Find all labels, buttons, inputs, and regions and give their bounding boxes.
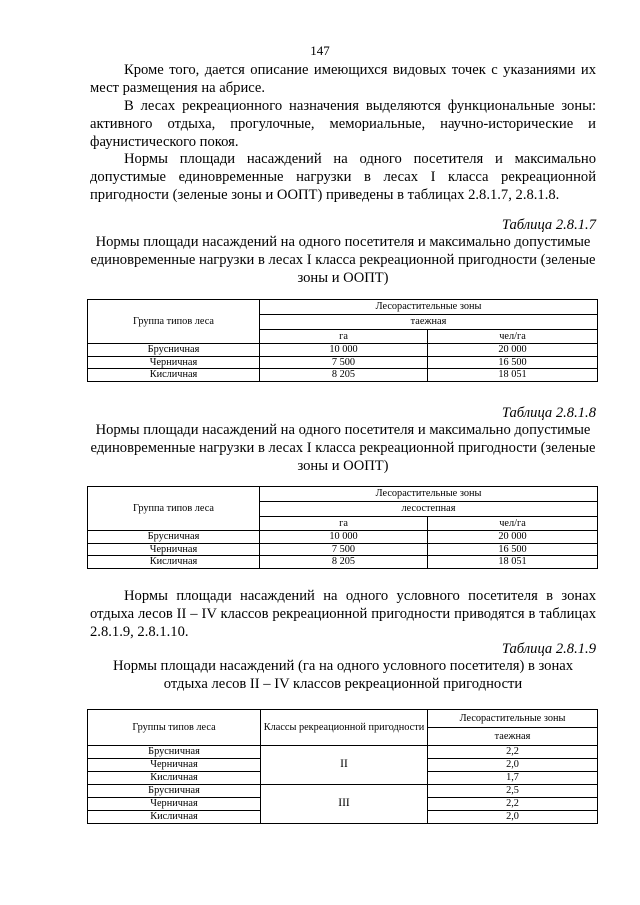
table-2819-cell-value: 2,5	[428, 785, 598, 798]
table-row	[88, 344, 598, 357]
table-2818-label: Таблица 2.8.1.8	[501, 405, 596, 421]
table-2819-cell-value: 2,2	[428, 798, 598, 811]
table-2818-cell-per-ha: 20 000	[428, 531, 598, 544]
table-2819-cell-value: 2,0	[428, 759, 598, 772]
table-2817-title: Нормы площади насаждений на одного посетителя и максимально допустимые единовременные нагрузки в лесах I класса рекреационной пригодности (зеленые зоны и ООПТ)	[90, 234, 596, 286]
table-2819	[87, 709, 598, 824]
table-2819-cell-group: Черничная	[88, 759, 261, 772]
table-2817-header-ha: га	[260, 330, 428, 344]
table-row	[88, 785, 598, 798]
table-row	[88, 746, 598, 759]
intro-paragraph-3: Нормы площади насаждений на одного посетителя и максимально допустимые единовременные нагрузки в лесах I класса рекреационной пригодности (зеленые зоны и ООПТ) приведены в таблицах 2.8.1.7, 2.8.1.8.	[90, 151, 596, 203]
table-2817-header-zone-name: таежная	[260, 315, 598, 330]
table-2819-cell-value: 2,2	[428, 746, 598, 759]
table-2817-cell-group: Черничная	[88, 356, 260, 369]
intro-paragraph-2: В лесах рекреационного назначения выделяются функциональные зоны: активного отдыха, прогулочные, мемориальные, научно-исторические и фаунистического покоя.	[90, 98, 596, 150]
table-2819-label: Таблица 2.8.1.9	[501, 641, 596, 657]
table-2818-cell-ha: 10 000	[260, 531, 428, 544]
intro-paragraph-1: Кроме того, дается описание имеющихся видовых точек с указаниями их мест размещения на абрисе.	[90, 62, 596, 96]
table-2819-cell-value: 1,7	[428, 772, 598, 785]
table-2818-cell-ha: 7 500	[260, 543, 428, 556]
table-2817-cell-group: Кисличная	[88, 369, 260, 382]
paragraph-tables-ii-iv: Нормы площади насаждений на одного условного посетителя в зонах отдыха лесов II – IV классов рекреационной пригодности приводятся в таблицах 2.8.1.9, 2.8.1.10.	[90, 588, 596, 640]
table-2817-cell-per-ha: 16 500	[428, 356, 598, 369]
table-2819-header-class: Классы рекреационной пригодности	[261, 710, 428, 746]
table-2819-cell-class-iii: III	[261, 785, 428, 824]
table-2817	[87, 299, 598, 382]
table-2819-header-zone-name: таежная	[428, 728, 598, 746]
table-2818	[87, 486, 598, 569]
table-2819-header-group: Группы типов леса	[88, 710, 261, 746]
table-2817-cell-per-ha: 18 051	[428, 369, 598, 382]
table-2818-header-zones: Лесорастительные зоны	[260, 487, 598, 502]
table-2817-cell-ha: 7 500	[260, 356, 428, 369]
table-2818-cell-per-ha: 16 500	[428, 543, 598, 556]
table-2818-cell-per-ha: 18 051	[428, 556, 598, 569]
table-2818-cell-group: Брусничная	[88, 531, 260, 544]
table-2818-cell-ha: 8 205	[260, 556, 428, 569]
table-2817-header-per-ha: чел/га	[428, 330, 598, 344]
table-2818-header-group: Группа типов леса	[88, 487, 260, 531]
table-2818-header-per-ha: чел/га	[428, 517, 598, 531]
table-2819-cell-group: Черничная	[88, 798, 261, 811]
table-2819-cell-group: Кисличная	[88, 811, 261, 824]
table-2818-cell-group: Черничная	[88, 543, 260, 556]
table-2818-title: Нормы площади насаждений на одного посетителя и максимально допустимые единовременные нагрузки в лесах I класса рекреационной пригодности (зеленые зоны и ООПТ)	[90, 422, 596, 474]
table-2817-header-zones: Лесорастительные зоны	[260, 300, 598, 315]
table-2819-title: Нормы площади насаждений (га на одного условного посетителя) в зонах отдыха лесов II – IV классов рекреационной пригодности	[112, 658, 574, 692]
table-row	[88, 543, 598, 556]
table-2817-cell-ha: 10 000	[260, 344, 428, 357]
table-2817-cell-ha: 8 205	[260, 369, 428, 382]
table-2817-cell-per-ha: 20 000	[428, 344, 598, 357]
table-2818-cell-group: Кисличная	[88, 556, 260, 569]
table-2819-cell-group: Брусничная	[88, 785, 261, 798]
page-number: 147	[310, 43, 330, 58]
table-row	[88, 531, 598, 544]
table-row	[88, 356, 598, 369]
table-2817-header-group: Группа типов леса	[88, 300, 260, 344]
table-row	[88, 556, 598, 569]
table-2818-header-ha: га	[260, 517, 428, 531]
table-2819-cell-group: Брусничная	[88, 746, 261, 759]
table-row	[88, 369, 598, 382]
table-2819-cell-class-ii: II	[261, 746, 428, 785]
table-2818-header-zone-name: лесостепная	[260, 502, 598, 517]
table-2819-cell-value: 2,0	[428, 811, 598, 824]
table-2817-cell-group: Брусничная	[88, 344, 260, 357]
table-2819-header-zones: Лесорастительные зоны	[428, 710, 598, 728]
table-2819-cell-group: Кисличная	[88, 772, 261, 785]
table-2817-label: Таблица 2.8.1.7	[501, 217, 596, 233]
